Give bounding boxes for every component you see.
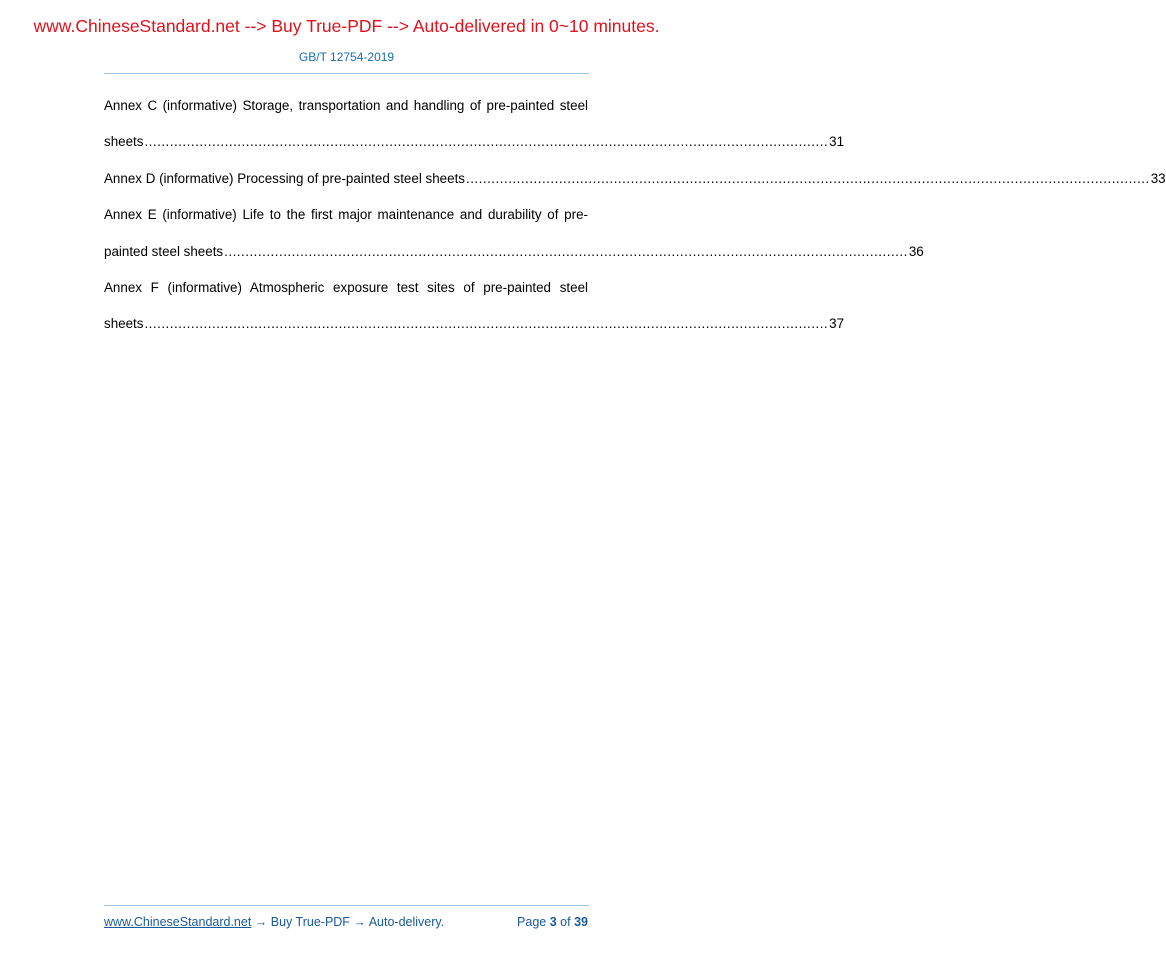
toc-entry-annex-e[interactable] [104,240,924,276]
page-footer [104,915,588,929]
toc-entry-text: painted steel sheets [104,243,224,259]
toc-entry-annex-f[interactable] [104,312,845,348]
page-total: 39 [574,915,588,929]
toc-entry-annex-c-title[interactable]: Annex C (informative) Storage, transportation and handling of pre-painted steel [104,98,588,113]
toc-leader-dots: .................................................................................................................................................................. [465,170,1150,186]
page-indicator [517,915,588,929]
page-current: 3 [549,915,557,929]
toc-entry-text: sheets [104,316,144,332]
toc-entry-annex-d[interactable] [104,167,1166,203]
toc-entry-annex-f-title[interactable]: Annex F (informative) Atmospheric exposure test sites of pre-painted steel [104,279,588,295]
page-label: Page [517,915,547,929]
table-of-contents [104,94,1166,349]
toc-page-number: 36 [908,243,924,259]
document-id: GB/T 12754-2019 [298,50,395,64]
footer-promo [104,915,444,929]
toc-page-number: 33 [1150,170,1166,186]
toc-entry-annex-c[interactable] [104,130,845,166]
header-divider [104,73,589,74]
toc-leader-dots: .................................................................................................................................................................. [144,316,829,332]
page-of-label: of [560,915,571,929]
toc-entry-text: sheets [104,134,144,150]
toc-leader-dots: .................................................................................................................................................................. [224,243,908,259]
toc-leader-dots: .................................................................................................................................................................. [144,134,829,150]
toc-entry-text: Annex D (informative) Processing of pre-painted steel sheets [104,170,465,186]
footer-link[interactable]: www.ChineseStandard.net [104,915,252,929]
toc-page-number: 37 [829,316,845,332]
toc-entry-annex-e-title[interactable]: Annex E (informative) Life to the first major maintenance and durability of pre- [104,207,588,223]
promo-banner[interactable]: www.ChineseStandard.net --> Buy True-PDF --> Auto-delivered in 0~10 minutes. [33,16,660,36]
toc-page-number: 31 [829,134,845,150]
footer-promo-text: → Buy True-PDF → Auto-delivery. [251,915,445,929]
footer-divider [104,905,589,906]
